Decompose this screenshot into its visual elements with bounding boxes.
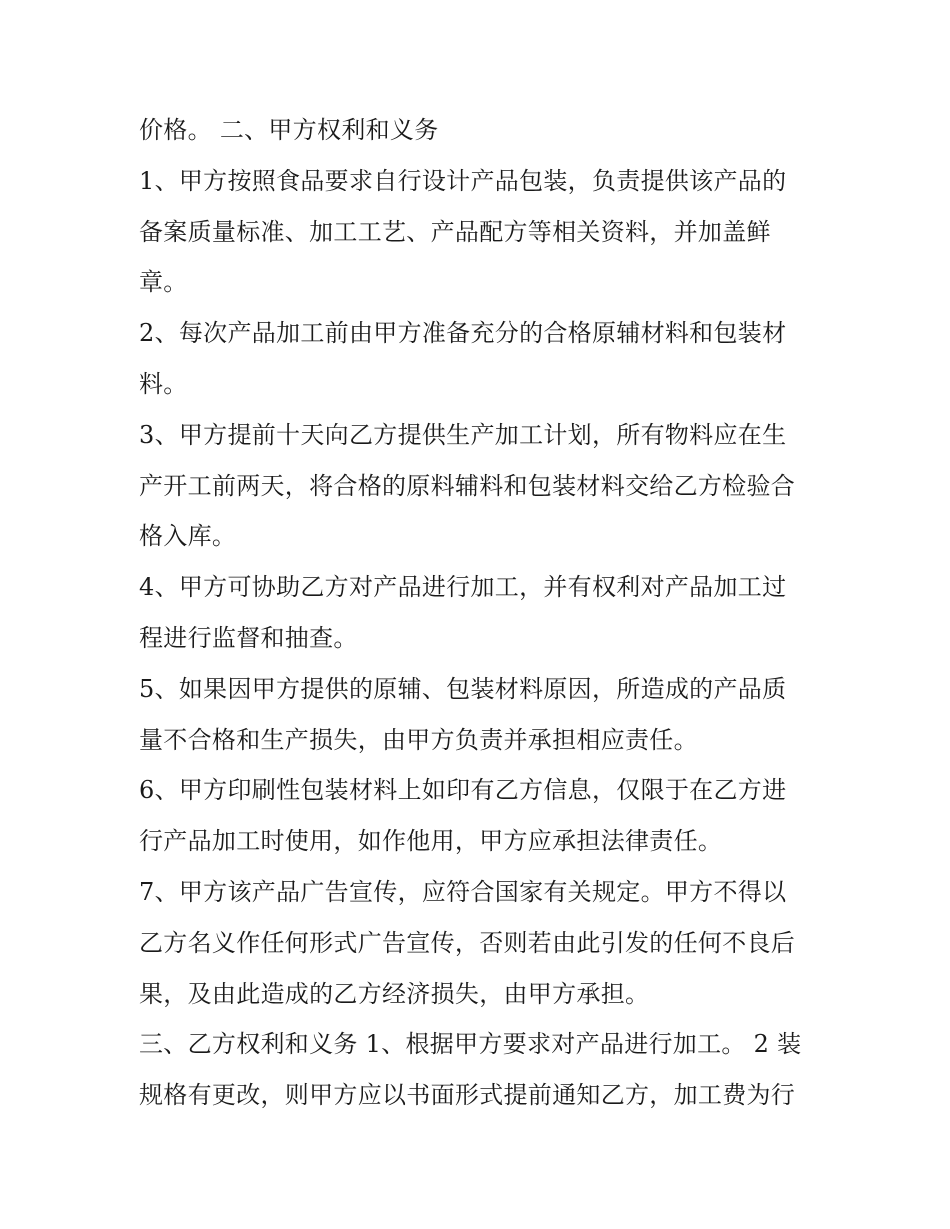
text-line: 行产品加工时使用，如作他用，甲方应承担法律责任。 (139, 827, 723, 856)
text-line: 三、乙方权利和义务 1、根据甲方要求对产品进行加工。 2 装 (139, 1030, 802, 1059)
text-line: 4、甲方可协助乙方对产品进行加工，并有权利对产品加工过 (139, 573, 787, 602)
text-line: 产开工前两天，将合格的原料辅料和包装材料交给乙方检验合 (139, 471, 796, 500)
text-line: 程进行监督和抽查。 (139, 623, 358, 652)
text-line: 格入库。 (139, 522, 237, 551)
text-line: 7、甲方该产品广告宣传，应符合国家有关规定。甲方不得以 (139, 877, 787, 906)
text-line: 5、如果因甲方提供的原辅、包装材料原因，所造成的产品质 (139, 674, 787, 703)
text-line: 1、甲方按照食品要求自行设计产品包装，负责提供该产品的 (139, 166, 787, 195)
text-line: 价格。 二、甲方权利和义务 (139, 116, 439, 144)
text-line: 2、每次产品加工前由甲方准备充分的合格原辅材料和包装材 (139, 319, 787, 348)
text-line: 规格有更改，则甲方应以书面形式提前通知乙方，加工费为行 (139, 1081, 796, 1110)
text-line: 备案质量标准、加工工艺、产品配方等相关资料，并加盖鲜 (139, 217, 771, 246)
text-line: 3、甲方提前十天向乙方提供生产加工计划，所有物料应在生 (139, 420, 787, 449)
text-line: 料。 (139, 369, 188, 398)
text-line: 果，及由此造成的乙方经济损失，由甲方承担。 (139, 979, 650, 1008)
text-line: 章。 (139, 268, 188, 297)
text-line: 乙方名义作任何形式广告宣传，否则若由此引发的任何不良后 (139, 928, 796, 957)
text-line: 6、甲方印刷性包装材料上如印有乙方信息，仅限于在乙方进 (139, 776, 787, 805)
text-line: 量不合格和生产损失，由甲方负责并承担相应责任。 (139, 725, 698, 754)
document-body (139, 105, 819, 1121)
